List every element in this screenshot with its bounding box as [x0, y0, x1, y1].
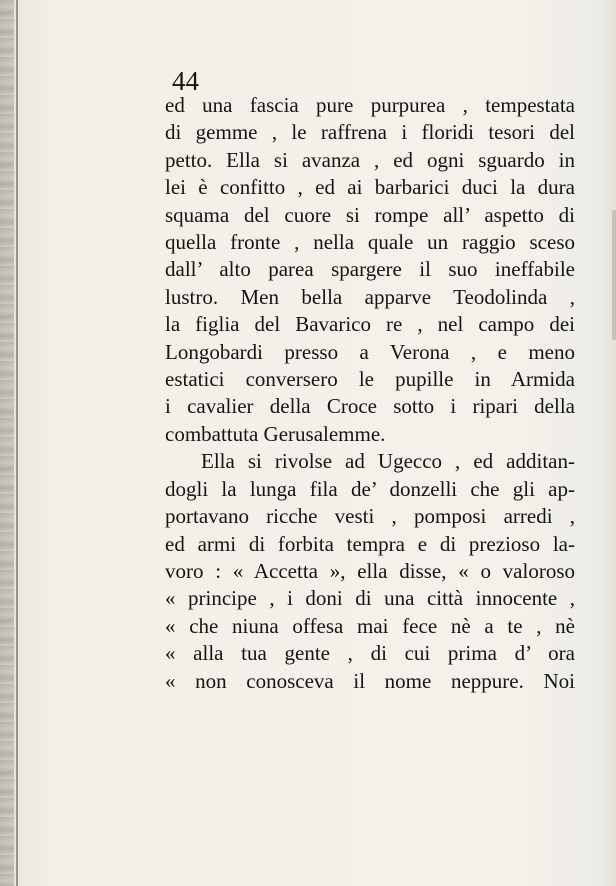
text-line: lei è confitto , ed ai barbarici duci la dura — [165, 175, 575, 200]
text-line: ed una fascia pure purpurea , tempestata — [165, 93, 575, 117]
text-line: portavano ricche vesti , pomposi arredi , — [165, 504, 575, 529]
text-line: di gemme , le raffrena i floridi tesori del — [165, 120, 575, 145]
text-line: quella fronte , nella quale un raggio sceso — [165, 230, 575, 255]
text-line: dogli la lunga fila de’ donzelli che gli ap- — [165, 476, 575, 501]
text-line: la figlia del Bavarico re , nel campo dei — [165, 312, 575, 337]
text-line: ed armi di forbita tempra e di prezioso la- — [165, 531, 575, 556]
text-line: i cavalier della Croce sotto i ripari della — [165, 394, 575, 419]
text-line: « non conosceva il nome neppure. Noi — [165, 668, 575, 693]
text-line: Ella si rivolse ad Ugecco , ed additan- — [201, 449, 575, 474]
text-line: Longobardi presso a Verona , e meno — [165, 339, 575, 364]
page-edge-shadow — [612, 210, 616, 340]
text-line: « principe , i doni di una città innocente , — [165, 586, 575, 611]
text-line: squama del cuore si rompe all’ aspetto di — [165, 202, 575, 227]
text-line: combattuta Gerusalemme. — [165, 421, 386, 446]
body-text — [165, 92, 575, 695]
text-line: « alla tua gente , di cui prima d’ ora — [165, 641, 575, 666]
text-line: petto. Ella si avanza , ed ogni sguardo in — [165, 147, 575, 172]
text-line: voro : « Accetta », ella disse, « o valoroso — [165, 558, 575, 583]
text-line: « che niuna offesa mai fece nè a te , nè — [165, 613, 575, 638]
text-line: lustro. Men bella apparve Teodolinda , — [165, 284, 575, 309]
page-number: 44 — [172, 66, 199, 96]
text-line: estatici conversero le pupille in Armida — [165, 367, 575, 392]
page-binding-edge — [0, 0, 14, 886]
text-line: dall’ alto parea spargere il suo ineffabile — [165, 257, 575, 282]
binding-line — [16, 0, 18, 886]
